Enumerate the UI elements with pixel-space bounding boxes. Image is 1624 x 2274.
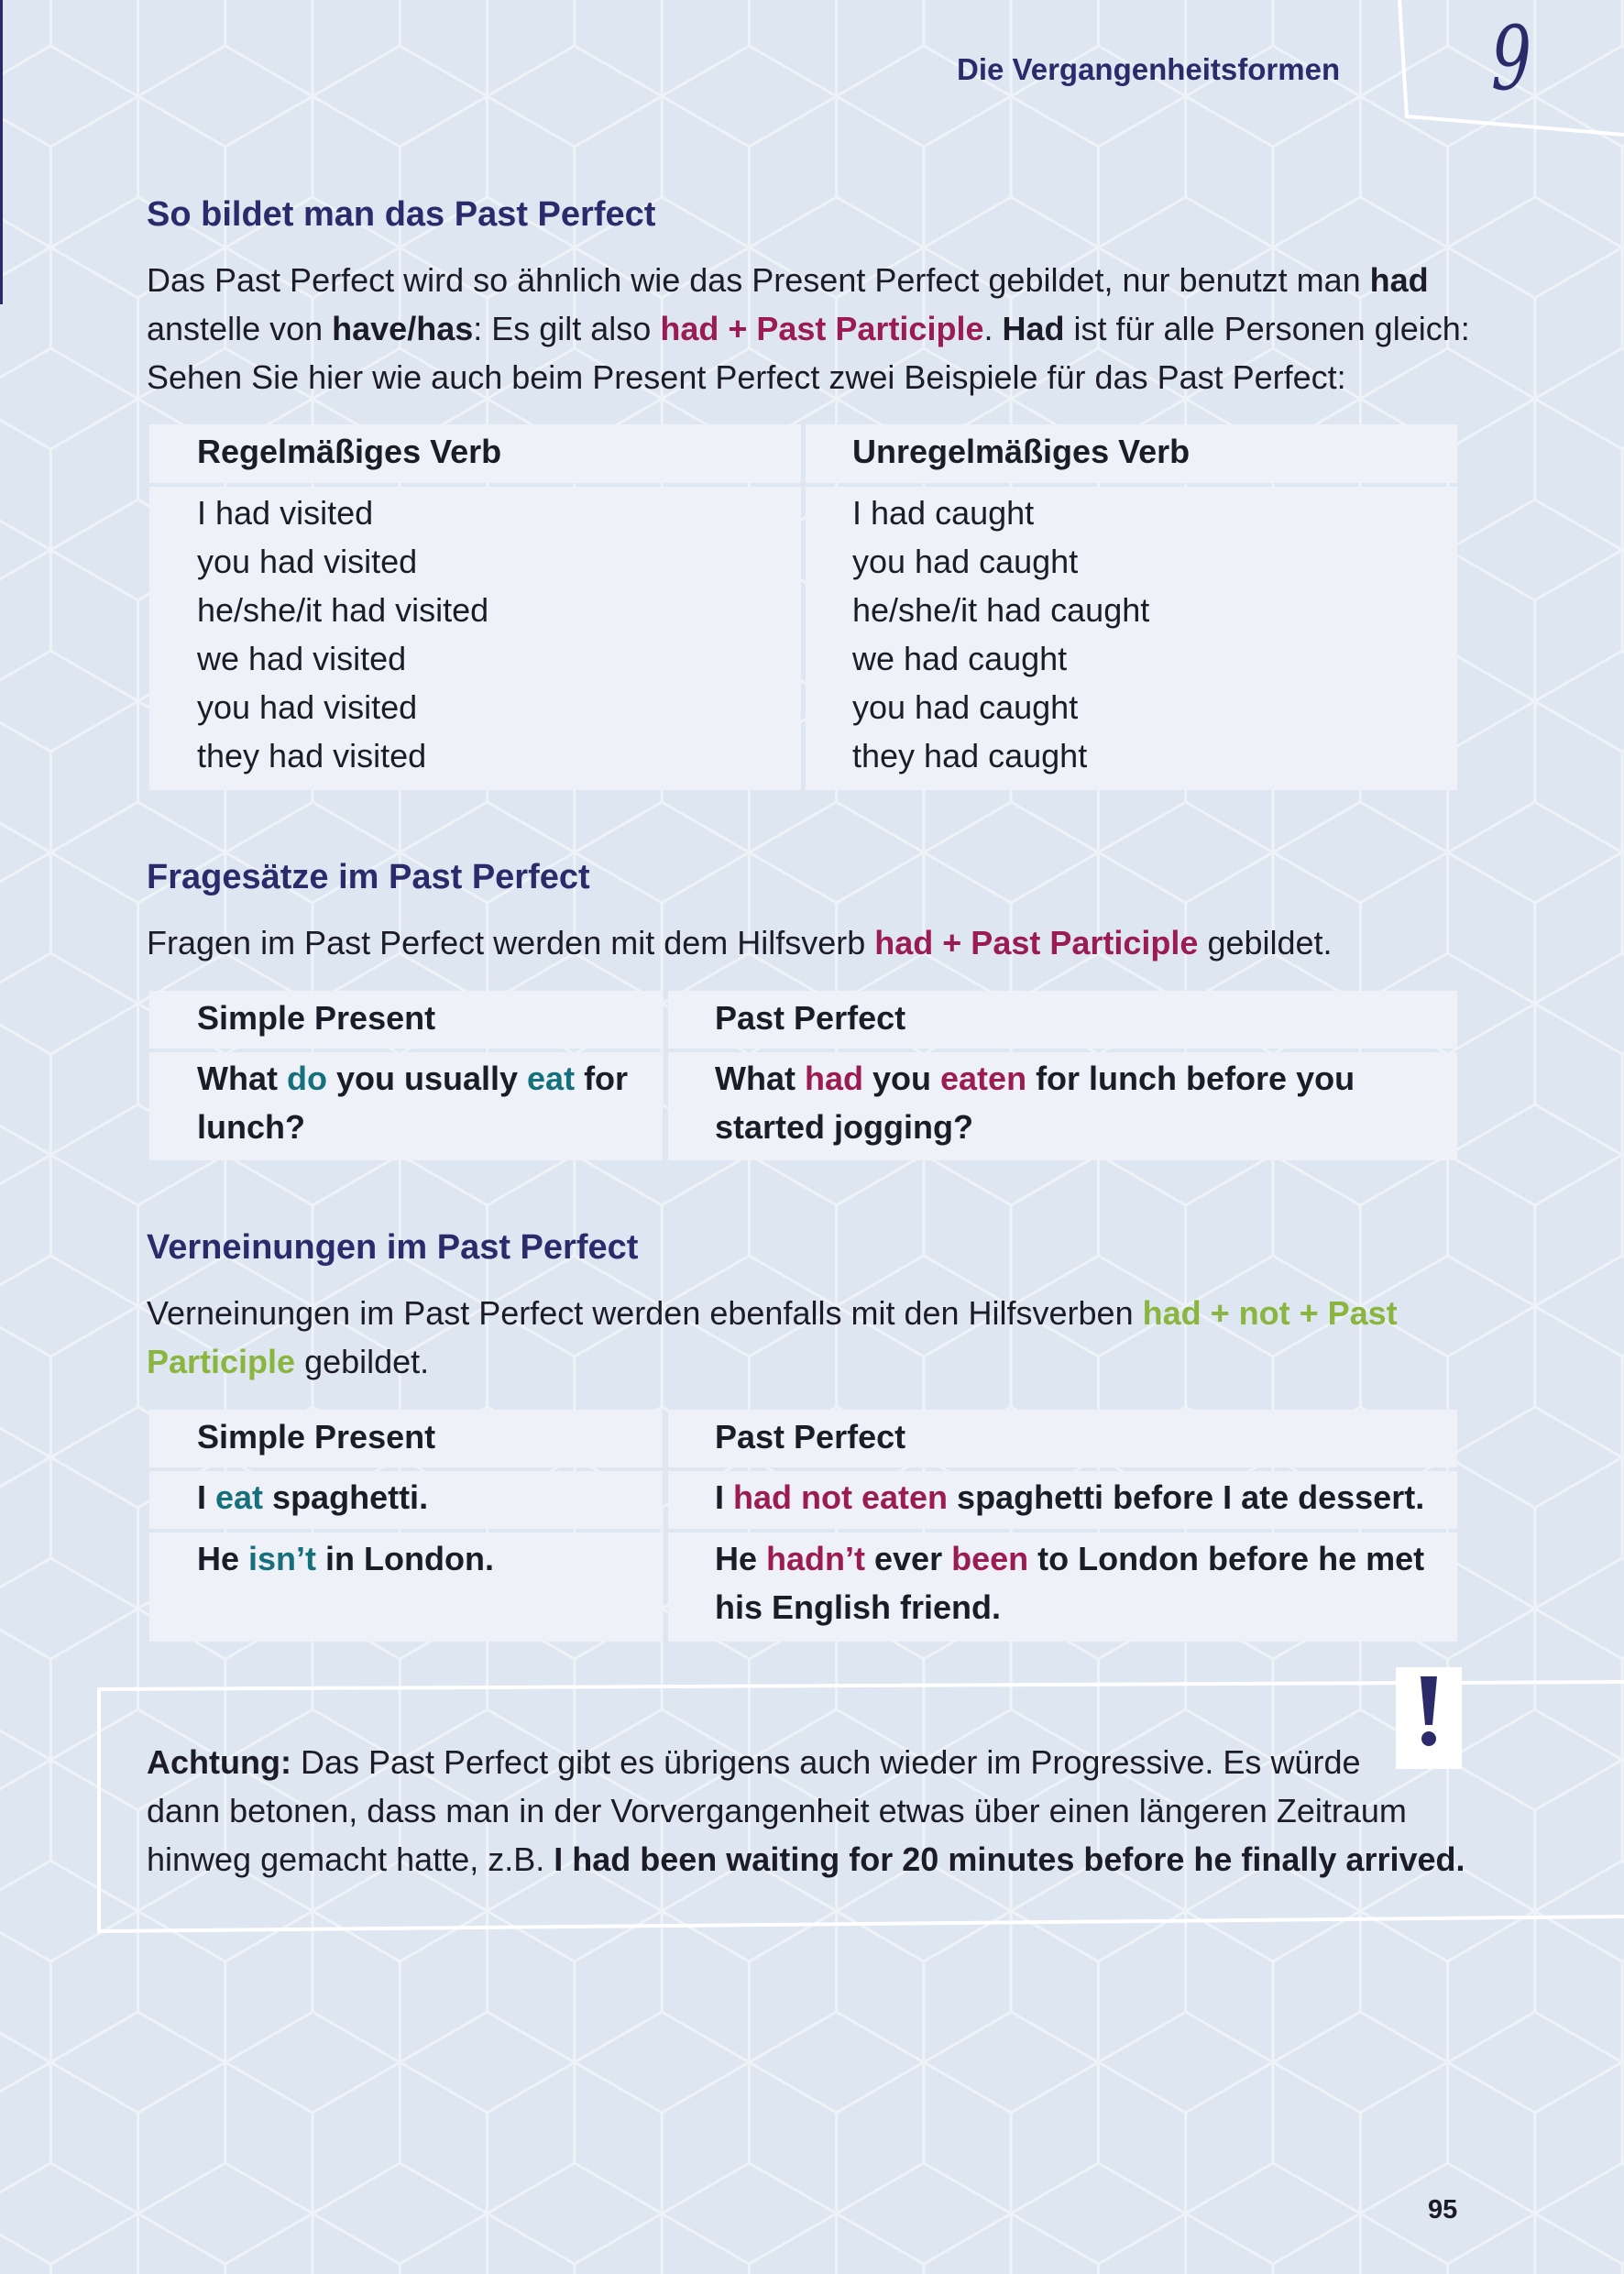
table-row: I had visited xyxy=(197,494,374,532)
simple-present-example xyxy=(149,1532,663,1642)
running-header-title: Die Vergangenheitsformen xyxy=(957,52,1341,86)
note-line xyxy=(147,1835,1465,1884)
example-text: spaghetti. xyxy=(263,1478,429,1516)
paragraph-line xyxy=(147,1289,1398,1337)
paragraph-line xyxy=(147,918,1333,967)
table-header-past-perfect: Past Perfect xyxy=(668,1410,1457,1467)
paragraph-text: Verneinungen im Past Perfect werden ebenfalls mit den Hilfsverben xyxy=(147,1294,1143,1332)
section-heading-formation: So bildet man das Past Perfect xyxy=(147,195,656,234)
example-line xyxy=(715,1583,1457,1631)
formula-text: had + Past Participle xyxy=(660,310,984,347)
simple-present-example xyxy=(149,1471,663,1529)
section-heading-negations: Verneinungen im Past Perfect xyxy=(147,1228,639,1267)
negations-table xyxy=(149,1410,1457,1642)
example-text: his English friend. xyxy=(715,1588,1002,1626)
table-row: you had caught xyxy=(852,543,1079,580)
emphasis-text: had xyxy=(1369,261,1429,299)
emphasis-text: Had xyxy=(1002,310,1065,347)
example-text: lunch? xyxy=(197,1108,305,1146)
irregular-verb-column xyxy=(806,487,1457,790)
paragraph-text: ist für alle Personen gleich: xyxy=(1064,310,1470,347)
highlight-text: eaten xyxy=(940,1060,1027,1097)
past-perfect-example xyxy=(668,1471,1457,1529)
paragraph-text: gebildet. xyxy=(1198,924,1333,961)
table-row: we had visited xyxy=(197,640,407,677)
example-line xyxy=(715,1103,1457,1151)
simple-present-example xyxy=(149,1052,663,1160)
highlight-text: had not eaten xyxy=(733,1478,949,1516)
table-row: he/she/it had visited xyxy=(197,591,489,629)
table-row: I had caught xyxy=(852,494,1035,532)
table-header-simple-present: Simple Present xyxy=(149,991,663,1049)
note-line xyxy=(147,1786,1465,1835)
example-line xyxy=(715,1054,1457,1103)
example-text: for lunch before you xyxy=(1026,1060,1355,1097)
note-body-text: dann betonen, dass man in der Vorvergangenheit etwas über einen längeren Zeitraum xyxy=(147,1792,1407,1829)
example-line xyxy=(715,1473,1457,1521)
paragraph-text: Sehen Sie hier wie auch beim Present Perfect zwei Beispiele für das Past Perfect: xyxy=(147,358,1346,396)
example-line xyxy=(197,1534,663,1583)
paragraph-line xyxy=(147,304,1470,353)
questions-table xyxy=(149,991,1457,1160)
past-perfect-example xyxy=(668,1052,1457,1160)
example-line xyxy=(197,1103,663,1151)
example-text: I xyxy=(715,1478,734,1516)
example-text: What xyxy=(197,1060,287,1097)
table-row: you had caught xyxy=(852,688,1079,726)
table-header-irregular-verb: Unregelmäßiges Verb xyxy=(806,424,1457,483)
example-text: in London. xyxy=(316,1540,494,1577)
highlight-text: been xyxy=(951,1540,1029,1577)
formula-text: had + not + Past xyxy=(1142,1294,1398,1332)
note-label: Achtung: xyxy=(147,1743,291,1781)
highlight-text: eat xyxy=(215,1478,264,1516)
questions-paragraph xyxy=(147,918,1333,967)
paragraph-text: Fragen im Past Perfect werden mit dem Hilfsverb xyxy=(147,924,875,961)
example-text: What xyxy=(715,1060,805,1097)
example-text: ever xyxy=(865,1540,952,1577)
table-row: you had visited xyxy=(197,543,418,580)
page-number: 95 xyxy=(1428,2195,1458,2225)
highlight-text: eat xyxy=(527,1060,576,1097)
example-line xyxy=(197,1473,663,1521)
regular-verb-column xyxy=(149,487,801,790)
table-row: you had visited xyxy=(197,688,418,726)
example-text: you usually xyxy=(326,1060,528,1097)
paragraph-text: Das Past Perfect wird so ähnlich wie das Present Perfect gebildet, nur benutzt man xyxy=(147,261,1370,299)
highlight-text: do xyxy=(286,1060,327,1097)
table-header-regular-verb: Regelmäßiges Verb xyxy=(149,424,801,483)
note-text xyxy=(147,1738,1465,1884)
past-perfect-example xyxy=(668,1532,1457,1642)
note-body-text: hinweg gemacht hatte, z.B. xyxy=(147,1840,554,1878)
table-row: they had visited xyxy=(197,737,427,774)
table-row: they had caught xyxy=(852,737,1088,774)
example-text: He xyxy=(715,1540,767,1577)
chapter-number: 9 xyxy=(1491,7,1531,110)
table-row: he/she/it had caught xyxy=(852,591,1150,629)
formula-text: had + Past Participle xyxy=(874,924,1199,961)
paragraph-text: gebildet. xyxy=(295,1343,430,1380)
paragraph-text: anstelle von xyxy=(147,310,333,347)
example-text: spaghetti before I ate dessert. xyxy=(948,1478,1425,1516)
paragraph-text: . xyxy=(983,310,1003,347)
table-header-past-perfect: Past Perfect xyxy=(668,991,1457,1049)
paragraph-text: : Es gilt also xyxy=(473,310,661,347)
formation-paragraph xyxy=(147,256,1470,401)
example-text: you xyxy=(863,1060,941,1097)
note-line xyxy=(147,1738,1465,1786)
emphasis-text: have/has xyxy=(332,310,474,347)
example-text: for xyxy=(575,1060,629,1097)
highlight-text: hadn’t xyxy=(766,1540,866,1577)
negations-paragraph xyxy=(147,1289,1398,1386)
table-header-simple-present: Simple Present xyxy=(149,1410,663,1467)
example-line xyxy=(197,1054,663,1103)
example-line xyxy=(715,1534,1457,1583)
paragraph-line xyxy=(147,1337,1398,1386)
paragraph-line xyxy=(147,353,1470,401)
example-text: to London before he met xyxy=(1028,1540,1425,1577)
highlight-text: isn’t xyxy=(248,1540,317,1577)
formula-text: Participle xyxy=(147,1343,296,1380)
example-text: I xyxy=(197,1478,216,1516)
example-text: started jogging? xyxy=(715,1108,973,1146)
note-body-text: Das Past Perfect gibt es übrigens auch wieder im Progressive. Es würde xyxy=(291,1743,1361,1781)
section-heading-questions: Fragesätze im Past Perfect xyxy=(147,858,590,896)
note-example-text: I had been waiting for 20 minutes before he finally arrived. xyxy=(554,1840,1465,1878)
table-row: we had caught xyxy=(852,640,1068,677)
example-text: He xyxy=(197,1540,249,1577)
highlight-text: had xyxy=(804,1060,863,1097)
conjugation-table xyxy=(149,424,1457,790)
paragraph-line xyxy=(147,256,1470,304)
